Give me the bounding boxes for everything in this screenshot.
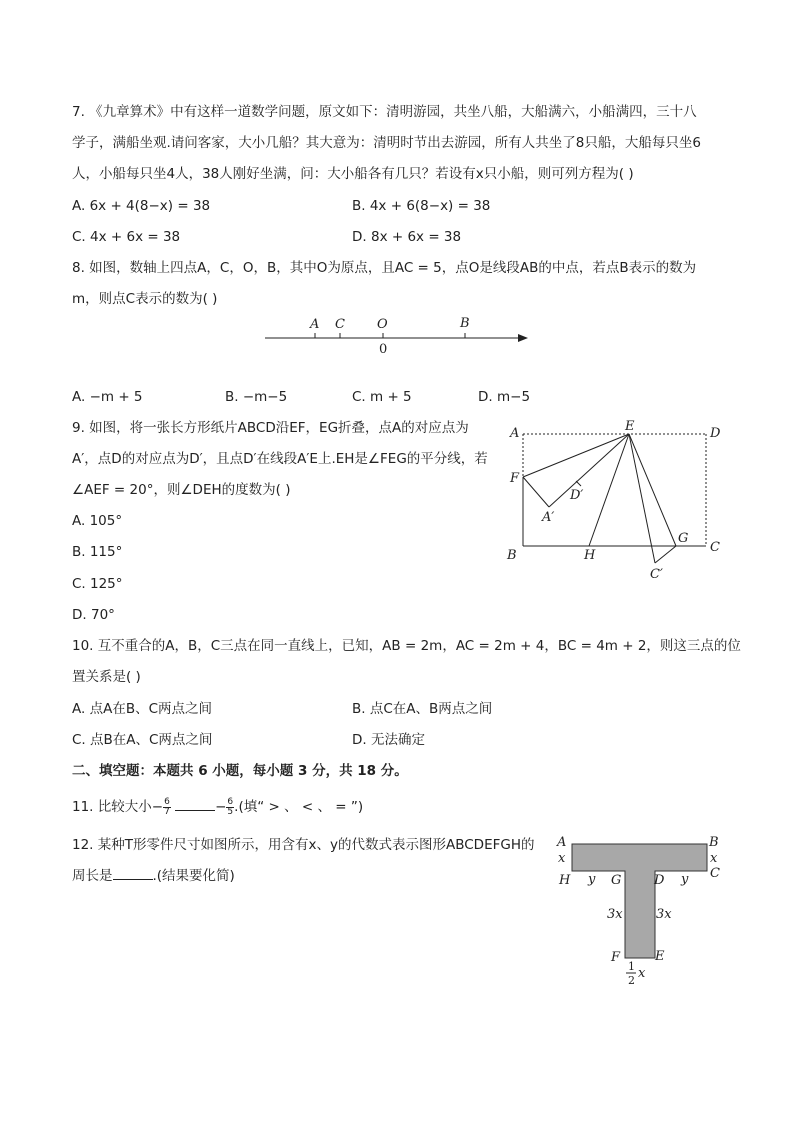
fold-eg xyxy=(629,434,676,546)
q9-line1: 9. 如图，将一张长方形纸片ABCD沿EF，EG折叠，点A的对应点为 xyxy=(72,420,469,436)
label-zero: 0 xyxy=(379,342,388,357)
label-half-num: 1 xyxy=(628,960,635,973)
label-c-prime: C′ xyxy=(650,567,663,582)
q11-fraction-1 xyxy=(163,798,171,817)
q11-frac2-den: 5 xyxy=(227,806,234,817)
label-y-right: y xyxy=(681,872,689,887)
q7-option-d: D. 8x + 6x = 38 xyxy=(352,229,462,245)
q11-frac1-den: 7 xyxy=(164,806,170,817)
label-3x-left: 3x xyxy=(607,907,623,922)
label-d-prime: D′ xyxy=(570,488,584,503)
q12-answer-blank[interactable] xyxy=(113,867,153,880)
q7-option-b: B. 4x + 6(8−x) = 38 xyxy=(352,198,491,214)
q10-option-b: B. 点C在A、B两点之间 xyxy=(352,701,493,717)
t-shape-figure xyxy=(550,830,730,995)
label-y-left: y xyxy=(588,872,596,887)
q10-line1: 10. 互不重合的A，B，C三点在同一直线上，已知，AB = 2m，AC = 2m + 4，BC = 4m + 2，则这三点的位 xyxy=(72,638,741,654)
section2-title: 二、填空题：本题共 6 小题，每小题 3 分，共 18 分。 xyxy=(72,763,408,779)
label-c: C xyxy=(710,866,720,881)
q12-line2-suffix: .(结果要化简) xyxy=(152,868,235,884)
d-prime-tick xyxy=(576,481,581,486)
number-line-figure xyxy=(260,312,540,362)
q9-line3: ∠AEF = 20°，则∠DEH的度数为( ) xyxy=(72,482,291,498)
q8-option-b: B. −m−5 xyxy=(225,389,288,405)
q8-line1: 8. 如图，数轴上四点A，C，O，B，其中O为原点，且AC = 5，点O是线段AB的中点，若点B表示的数为 xyxy=(72,260,697,276)
label-g: G xyxy=(678,531,689,546)
q11-suffix: .(填“ > 、 < 、 = ”) xyxy=(234,799,364,815)
label-o: O xyxy=(377,317,388,332)
q11-line xyxy=(72,797,363,817)
q12-line2 xyxy=(72,866,235,886)
q11-frac2-num: 6 xyxy=(227,796,234,807)
q11-mid: − xyxy=(215,799,227,815)
number-line-arrow xyxy=(518,334,528,342)
label-e: E xyxy=(625,419,635,434)
label-x-right: x xyxy=(710,851,718,866)
q10-option-c: C. 点B在A、C两点之间 xyxy=(72,732,213,748)
segment-a-prime-e xyxy=(549,434,629,507)
label-b: B xyxy=(460,316,470,331)
segment-ec-prime xyxy=(629,434,655,563)
label-b: B xyxy=(709,835,719,850)
q8-line2: m，则点C表示的数为( ) xyxy=(72,291,218,307)
q7-line2: 学子，满船坐观.请问客家，大小几船？其大意为：清明时节出去游园，所有人共坐了8只船，大船每只坐6 xyxy=(72,135,701,151)
label-f: F xyxy=(510,471,520,486)
q8-option-a: A. −m + 5 xyxy=(72,389,143,405)
label-a: A xyxy=(510,426,520,441)
label-h: H xyxy=(584,548,596,563)
segment-fa-prime xyxy=(523,477,549,507)
q9-option-b: B. 115° xyxy=(72,544,123,560)
q11-answer-blank[interactable] xyxy=(175,798,215,811)
q8-option-d: D. m−5 xyxy=(478,389,531,405)
label-f: F xyxy=(611,950,621,965)
label-x-left: x xyxy=(558,851,566,866)
label-d: D xyxy=(710,426,721,441)
label-3x-right: 3x xyxy=(656,907,672,922)
t-shape xyxy=(572,844,707,958)
q10-line2: 置关系是( ) xyxy=(72,669,141,685)
segment-c-prime-g xyxy=(655,546,676,563)
q9-option-c: C. 125° xyxy=(72,576,123,592)
q9-option-d: D. 70° xyxy=(72,607,115,623)
label-h: H xyxy=(559,873,571,888)
label-a: A xyxy=(310,317,320,332)
label-a: A xyxy=(557,835,567,850)
label-e: E xyxy=(655,949,665,964)
label-half-x: x xyxy=(638,966,646,981)
q7-line3: 人，小船每只坐4人，38人刚好坐满，问：大小船各有几只？若设有x只小船，则可列方程为( ) xyxy=(72,166,634,182)
q7-option-a: A. 6x + 4(8−x) = 38 xyxy=(72,198,211,214)
q8-option-c: C. m + 5 xyxy=(352,389,412,405)
q11-fraction-2 xyxy=(226,798,234,817)
bisector-eh xyxy=(589,434,629,546)
q11-frac1-num: 6 xyxy=(164,796,170,807)
label-c: C xyxy=(710,540,720,555)
q10-option-a: A. 点A在B、C两点之间 xyxy=(72,701,213,717)
q12-line1: 12. 某种T形零件尺寸如图所示，用含有x、y的代数式表示图形ABCDEFGH的 xyxy=(72,837,535,853)
q9-option-a: A. 105° xyxy=(72,513,123,529)
label-half-den: 2 xyxy=(628,974,635,987)
fold-ef xyxy=(523,434,629,477)
q9-line2: A′，点D的对应点为D′，且点D′在线段A′E上.EH是∠FEG的平分线，若 xyxy=(72,451,488,467)
label-a-prime: A′ xyxy=(542,510,555,525)
label-d: D xyxy=(654,873,665,888)
folded-rectangle-figure xyxy=(500,415,730,585)
q7-option-c: C. 4x + 6x = 38 xyxy=(72,229,181,245)
label-b: B xyxy=(507,548,517,563)
q12-line2-prefix: 周长是 xyxy=(72,868,113,884)
label-c: C xyxy=(335,317,345,332)
label-g: G xyxy=(611,873,622,888)
q7-line1: 7. 《九章算术》中有这样一道数学问题，原文如下：清明游园，共坐八船，大船满六，小船满四，三十八 xyxy=(72,104,697,120)
q10-option-d: D. 无法确定 xyxy=(352,732,425,748)
q11-prefix: 11. 比较大小− xyxy=(72,799,164,815)
